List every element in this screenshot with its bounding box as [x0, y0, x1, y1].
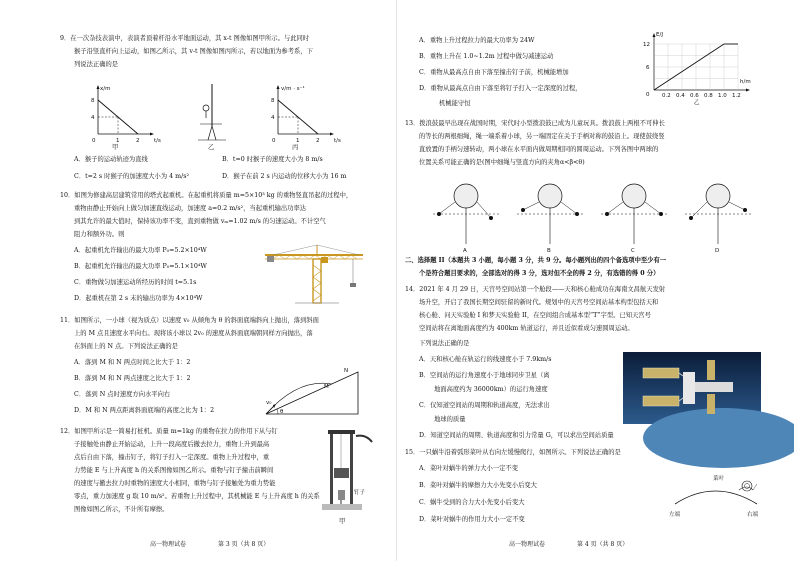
q11-option-b: B．落到 M 和 N 两点速度之比大于 1：2	[74, 375, 191, 382]
q13-line-3: 直放置的手柄匀速转动，两小球在水平面内做周期相同的圆周运动。下列各图中两球的	[419, 146, 659, 153]
q12-graph-caption: 乙	[694, 100, 700, 106]
q11-option-d: D．M 和 N 两点距离斜面底端的高度之比为 1：2	[74, 407, 215, 414]
q9-option-a: A．猴子的运动轨迹为直线	[74, 156, 148, 163]
q9a-caption: 甲	[112, 144, 119, 151]
q9c-xtick-1: 1	[296, 138, 300, 144]
q15-option-b: B．菜叶对蜗牛的摩擦力大小先变小后变大	[419, 482, 537, 489]
q12-line-2: 子接触处由静止开始运动，上升一段高度后撤去拉力，重物上升到最高	[74, 441, 270, 448]
left-footer-page: 第 3 页（共 8 页）	[218, 541, 270, 548]
q9-line-1: 9．在一次杂技表演中，表演者顶着杆沿水平地面运动，其 x-t 图像如图甲所示。与此同时	[60, 35, 310, 42]
q10-option-c: C．重物做匀加速运动所经历的时间 t=5.1s	[74, 279, 197, 286]
q10-line-4: 阻力和额外功。则	[74, 231, 125, 238]
q12-graph-ytick-0: 0	[646, 92, 650, 98]
q14-option-b: B．空间站的运行角速度小于地球同步卫星（离	[419, 372, 550, 379]
q10-line-1: 10．如图为修建高层建筑常用的塔式起重机。在起重机将质量 m=5×10³ kg 的重物竖直吊起的过程中，	[60, 192, 353, 199]
right-footer-page: 第 4 页（共 8 页）	[577, 541, 629, 548]
q12-graph-ylabel: E/J	[656, 32, 663, 38]
q12-graph-xtick-1: 0.2	[662, 93, 671, 99]
drum-label-b: B	[547, 248, 551, 254]
q9-graph-vt	[270, 86, 341, 144]
q10-line-3: 到其允许的最大值时，保持该功率不变，直到重物做 vₘ=1.02 m/s 的匀速运动。不计空气	[74, 218, 326, 225]
q12-pile-driver-figure	[320, 428, 375, 516]
q11-label-n: N	[344, 368, 349, 374]
q11-line-1: 11．如图所示，一小球（视为质点）以速度 v₀ 从倾角为 θ 的斜面底端斜向上抛出，落到斜面	[60, 317, 319, 324]
drum-option-d	[685, 184, 751, 244]
q9a-ylabel: x/m	[100, 86, 111, 92]
space-station-image	[623, 352, 761, 424]
q12-graph-xtick-6: 1.2	[732, 93, 741, 99]
q12-line-5: 的速度与撤去拉力时重物的速度大小相同，重物与钉子接触处为重力势能	[74, 480, 276, 487]
q12-option-d-cont: 机械能守恒	[439, 100, 471, 107]
drum-option-a	[433, 184, 499, 244]
drum-label-a: A	[463, 248, 467, 254]
q9a-xtick-1: 1	[116, 138, 120, 144]
q13-line-1: 13．拨浪鼓最早出现在战国时期，宋代时小型拨浪鼓已成为儿童玩具。拨浪鼓上两根不可伸长	[405, 120, 665, 127]
q9-performer-figure	[190, 84, 230, 144]
q15-leaf-figure	[665, 468, 765, 520]
q12-graph-xtick-3: 0.6	[690, 93, 699, 99]
q10-option-a: A．起重机允许输出的最大功率 P₀=5.2×10⁴W	[74, 247, 207, 254]
q14-option-d: D．知道空间站的周期、轨道高度和引力常量 G，可以求出空间站质量	[419, 432, 614, 439]
q9a-ytick-4: 4	[91, 115, 95, 121]
q13-line-2: 的等长的两根细绳，绳一端系着小球，另一端固定在关于手柄对称的鼓沿上。现使鼓绕竖	[419, 133, 665, 140]
q15-option-d: D．菜叶对蜗牛的作用力大小一定不变	[419, 516, 525, 523]
q11-incline-figure	[258, 368, 363, 420]
q9-line-2: 猴子沿竖直杆向上运动，如图乙所示，其 v-t 图像如图丙所示，若以地面为参考系，下	[74, 48, 313, 55]
q15-line: 15．一只蜗牛沿着弧形菜叶从右向左缓慢爬行，如图所示。下列说法正确的是	[405, 449, 621, 456]
q14-option-a: A．天和核心舱在轨运行的线速度小于 7.9km/s	[419, 356, 552, 363]
q14-line-3: 核心舱、问天实验舱 I 和梦天实验舱 II，在空间组合成基本型“T”字型。已知天宫号	[419, 312, 651, 319]
q12-nail-label: 钉子	[354, 490, 366, 496]
q9a-ytick-8: 8	[91, 98, 95, 104]
q15-left-end-label: 左端	[669, 512, 681, 518]
q9c-ytick-4: 4	[271, 115, 275, 121]
q11-option-c: C．落到 N 点时速度方向水平向右	[74, 391, 171, 398]
q9c-caption: 丙	[292, 144, 299, 151]
q15-option-a: A．菜叶对蜗牛的弹力大小一定不变	[419, 465, 519, 472]
drum-option-c	[601, 184, 667, 244]
q12-graph-xtick-2: 0.4	[676, 93, 685, 99]
q11-label-v0: v₀	[266, 400, 272, 406]
q12-line-1: 12．如图甲所示是一简易打桩机。质量 m=1kg 的重物在拉力的作用下从与钉	[60, 428, 278, 435]
q12-line-7: 图像如图乙所示，不计所有摩擦。	[74, 506, 169, 513]
q10-option-d: D．起重机在第 2 s 末的输出功率为 4×10⁴W	[74, 295, 203, 302]
q12-option-c: C．重物从最高点自由下落至撞击钉子前，机械能增加	[419, 69, 569, 76]
q9c-ytick-8: 8	[271, 98, 275, 104]
q9c-xtick-2: 2	[316, 138, 320, 144]
right-footer-subject: 高一物理试卷	[509, 541, 546, 548]
drum-label-d: D	[715, 248, 720, 254]
drum-option-b	[517, 184, 583, 244]
q15-right-end-label: 右端	[747, 512, 759, 518]
q12-figure-caption: 甲	[339, 518, 346, 525]
section2-heading-line-1: 二、选择题 II（本题共 3 小题，每小题 3 分，共 9 分。每小题列出的四个备选项中至少有一	[405, 257, 667, 264]
q9a-xtick-0: 0	[92, 138, 96, 144]
q12-line-3: 点后自由下落，撞击钉子，将钉子打入一定深度。重物上升过程中，重	[74, 454, 270, 461]
q9b-caption: 乙	[208, 144, 215, 151]
q11-label-m: M	[324, 384, 329, 390]
q14-option-c: C．仅知道空间站的周期和轨道高度，无法求出	[419, 402, 550, 409]
q11-label-theta: θ	[280, 409, 284, 415]
q14-line-5: 下列说法正确的是	[419, 340, 470, 347]
q10-line-2: 重物由静止开始向上做匀加速直线运动，加速度 a=0.2 m/s²，当起重机输出功率达	[74, 205, 307, 212]
q12-line-4: 力势能 E 与上升高度 h 的关系图像如图乙所示。重物与钉子撞击前瞬间	[74, 467, 274, 474]
q9-line-3: 列说法正确的是	[74, 61, 119, 68]
q11-line-3: 在斜面上的 N 点。下列说法正确的是	[74, 343, 178, 350]
q14-line-2: 场升空，开启了我国长期空间驻留的新时代。规划中的天宫号空间站基本构型包括天和	[419, 299, 659, 306]
q12-option-d: D．重物从最高点自由下落至将钉子打入一定深度的过程，	[419, 85, 582, 92]
q12-graph-eh	[642, 32, 762, 104]
q12-graph-ytick-12: 12	[643, 42, 650, 48]
q12-graph-xtick-5: 1.0	[718, 93, 727, 99]
q12-graph-ytick-6: 6	[646, 65, 650, 71]
q9c-xtick-0: 0	[272, 138, 276, 144]
q12-option-a: A．重物上升过程拉力的最大功率为 24W	[419, 37, 535, 44]
q11-option-a: A．落到 M 和 N 两点时间之比大于 1：2	[74, 359, 191, 366]
q9-option-d: D．猴子在前 2 s 内运动的位移大小为 16 m	[222, 173, 347, 180]
section2-heading-line-2: 个是符合题目要求的，全部选对的得 3 分，选对但不全的得 2 分，有选错的得 0 分）	[419, 270, 660, 277]
q9c-xlabel: t/s	[334, 138, 341, 144]
right-page	[397, 0, 794, 561]
q9-option-c: C．t=2 s 时猴子的加速度大小为 4 m/s²	[74, 173, 189, 180]
q9a-xtick-2: 2	[136, 138, 140, 144]
q11-line-2: 上的 M 点且速度水平向右。现将该小球以 2v₀ 的速度从斜面底端朝同样方向抛出，落	[74, 330, 313, 337]
q10-option-b: B．起重机允许输出的最大功率 P₀=5.1×10⁴W	[74, 263, 207, 270]
q14-option-b-cont: 地面高度约为 36000km）的运行角速度	[434, 386, 548, 393]
q9-option-b: B．t=0 时猴子的速度大小为 8 m/s	[222, 156, 323, 163]
q12-graph-xlabel: h/m	[740, 79, 751, 85]
left-footer-subject: 高一物理试卷	[150, 541, 187, 548]
q9a-xlabel: t/s	[154, 138, 161, 144]
drum-label-c: C	[631, 248, 635, 254]
q12-option-b: B．重物上升在 1.0~1.2m 过程中做匀减速运动	[419, 53, 554, 60]
tower-crane-figure	[265, 245, 365, 305]
q9c-ylabel: v/m · s⁻¹	[281, 86, 305, 92]
q15-option-c: C．蜗牛受到的合力大小先变小后变大	[419, 499, 525, 506]
q12-graph-xtick-4: 0.8	[704, 93, 713, 99]
q15-leaf-label: 菜叶	[713, 476, 725, 482]
q14-option-c-cont: 地球的质量	[434, 416, 466, 423]
q13-drum-figures	[427, 174, 767, 254]
q12-line-6: 零点，重力加速度 g 取 10 m/s²。若重物上升过程中，其机械能 E 与上升高度 h 的关系	[74, 493, 320, 500]
q13-line-4: 位置关系可能正确的是(图中细绳与竖直方向的夹角α<β<θ)	[419, 159, 585, 166]
q14-line-4: 空间站将在离地面高度约为 400km 轨道运行，并且近似看成匀速圆周运动。	[419, 325, 634, 332]
q9-graph-xt	[90, 86, 161, 144]
q14-line-1: 14．2021 年 4 月 29 日，天宫号空间站第一个舱段——天和核心舱成功在海南文昌航天发射	[405, 286, 666, 293]
